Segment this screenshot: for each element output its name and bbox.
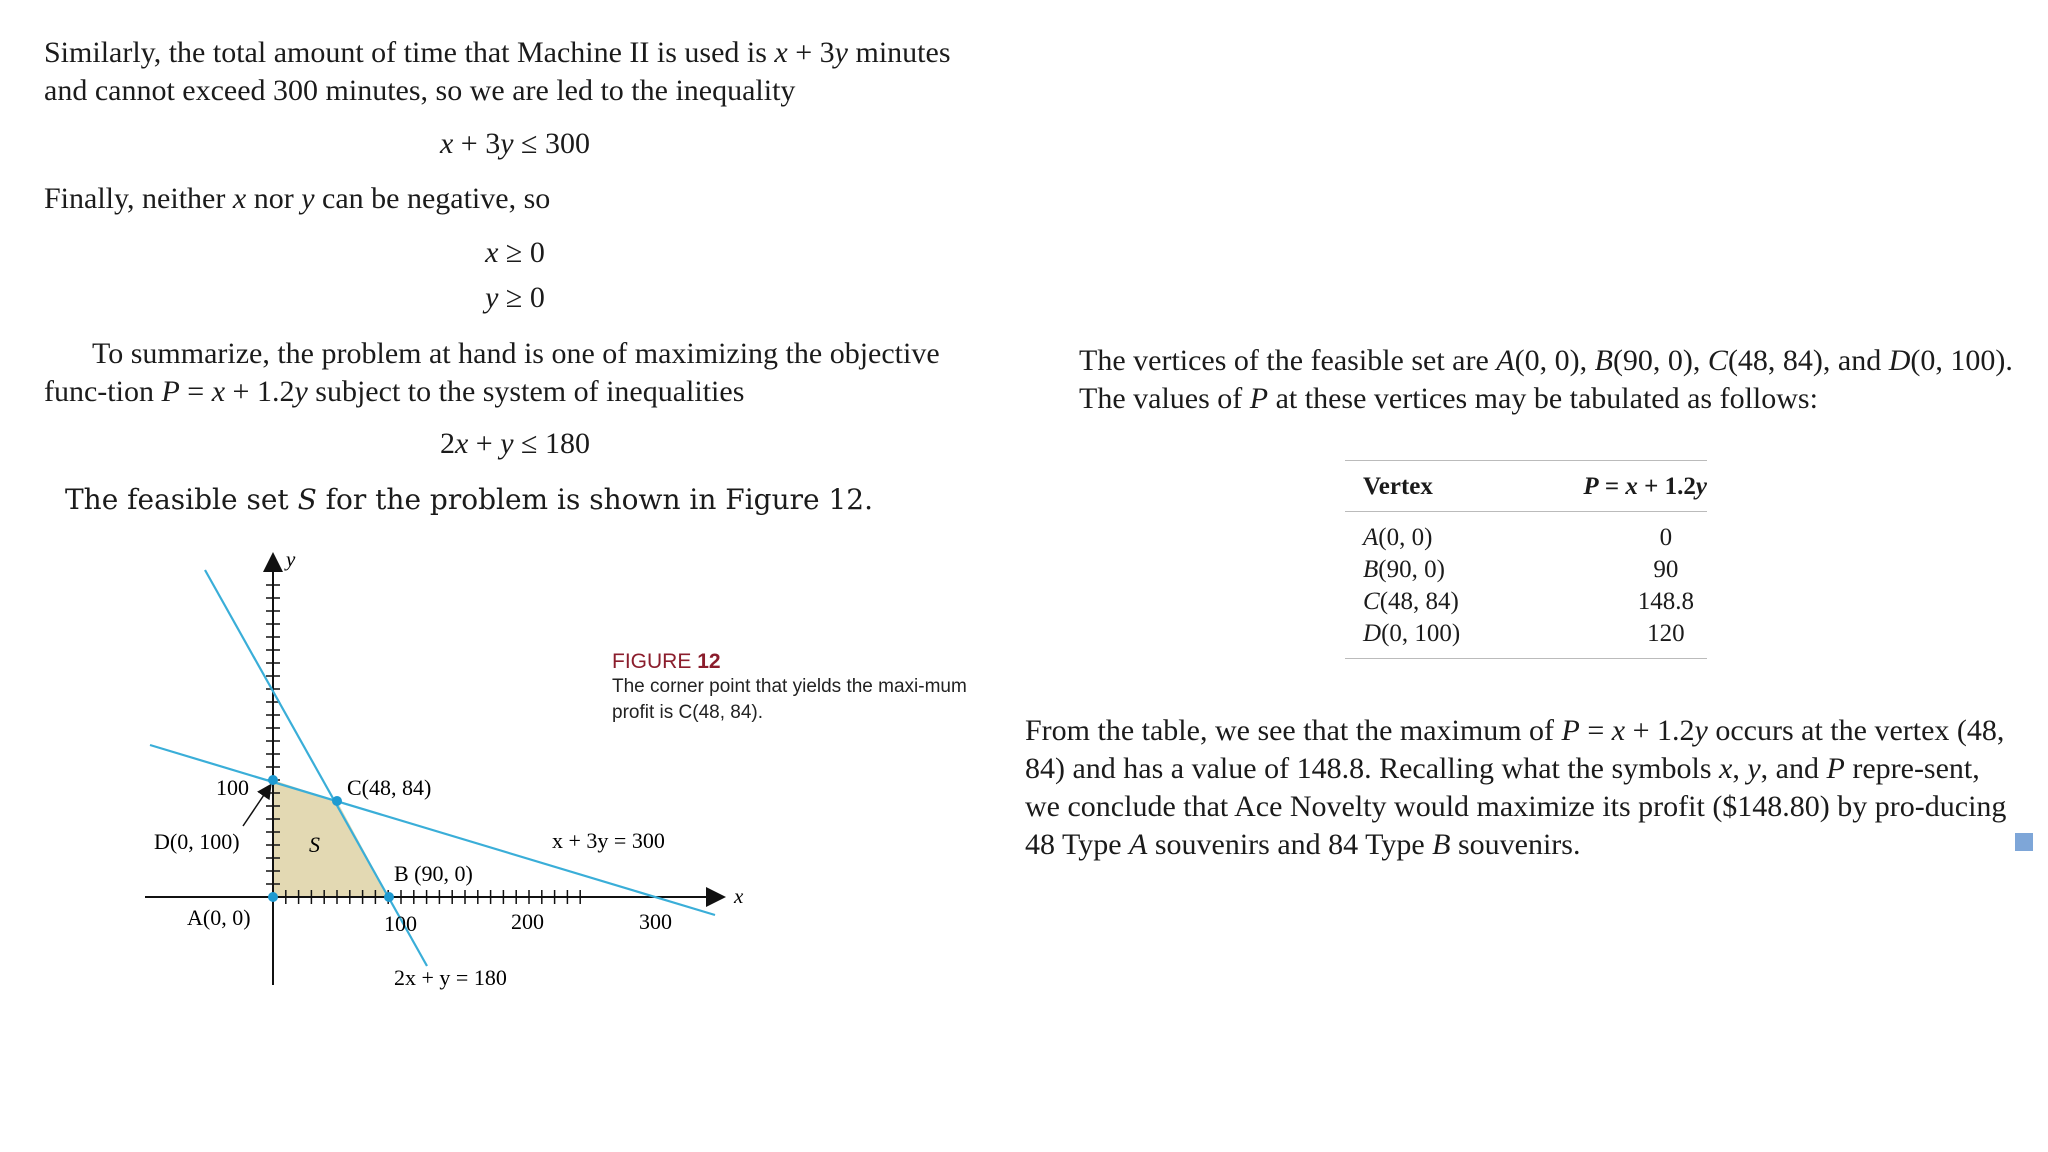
table-row [1345,522,1707,554]
table-row [1345,586,1707,618]
vertex-cell: B(90, 0) [1363,556,1445,583]
table-row [1345,618,1707,650]
p-value-cell: 0 [1659,524,1673,551]
paragraph-conclusion: From the table, we see that the maximum of P = x + 1.2y occurs at the vertex (48, 84) and has a value of 148.8. Recalling what the symbols x, y, and P repre-sent, we conclude that Ace Novelty would maximize its profit ($148.80) by pro-ducing 48 Type A souvenirs and 84 Type B souvenirs. [1025,714,2007,861]
vertex-a-point [268,892,278,902]
vertex-value-table [1345,460,1707,659]
label-vertex-c: C(48, 84) [347,775,432,800]
p-value-cell: 148.8 [1637,588,1694,615]
paragraph-nonnegativity: Finally, neither x nor y can be negative, so [44,182,551,215]
inequality-y-nonneg: y ≥ 0 [485,281,545,314]
paragraph-vertices: The vertices of the feasible set are A(0, 0), B(90, 0), C(48, 84), and D(0, 100). The values of P at these vertices may be tabulated as follows: [1079,344,2013,415]
label-vertex-b: B (90, 0) [394,861,473,886]
tick-label-x-300: 300 [639,909,672,934]
paragraph-machine-ii: Similarly, the total amount of time that Machine II is used is x + 3y minutes and cannot exceed 300 minutes, so we are led to the inequality [44,36,951,107]
tick-label-x-200: 200 [511,909,544,934]
tick-label-x-100: 100 [384,911,417,936]
vertex-b-point [384,892,394,902]
figure-caption [612,650,982,726]
axis-x-label: x [734,884,744,908]
table-header-row [1345,473,1707,509]
paragraph-feasible-set: The feasible set S for the problem is shown in Figure 12. [65,483,873,516]
table-row [1345,554,1707,586]
vertex-cell: C(48, 84) [1363,588,1459,615]
label-line-x-plus-3y: x + 3y = 300 [552,828,665,853]
inequality-machine-i: 2x + y ≤ 180 [439,427,591,460]
label-region-s: S [309,832,320,857]
p-value-cell: 90 [1653,556,1679,583]
figure-12-graph [0,530,1000,1000]
header-p-value: P = x + 1.2y [1583,473,1707,500]
vertex-c-point [332,796,342,806]
vertex-cell: A(0, 0) [1363,524,1433,551]
p-value-cell: 120 [1647,620,1685,647]
figure-caption-label: FIGURE 12 [612,650,721,673]
vertex-d-point [268,775,278,785]
axis-y-label: y [286,547,296,571]
inequality-x-nonneg: x ≥ 0 [485,236,545,269]
table-body [1345,522,1707,650]
label-vertex-a: A(0, 0) [187,905,251,930]
paragraph-summary: To summarize, the problem at hand is one of maximizing the objective func-tion P = x + 1.2y subject to the system of inequalities [44,337,940,408]
inequality-machine-ii: x + 3y ≤ 300 [439,127,591,160]
label-line-2x-plus-y: 2x + y = 180 [394,965,507,990]
vertex-cell: D(0, 100) [1363,620,1461,647]
tick-label-y-100: 100 [216,775,249,800]
header-vertex: Vertex [1363,473,1433,500]
label-vertex-d: D(0, 100) [154,829,240,854]
figure-caption-text: The corner point that yields the maxi-mum profit is C(48, 84). [612,676,967,723]
end-of-example-mark [2015,833,2033,851]
